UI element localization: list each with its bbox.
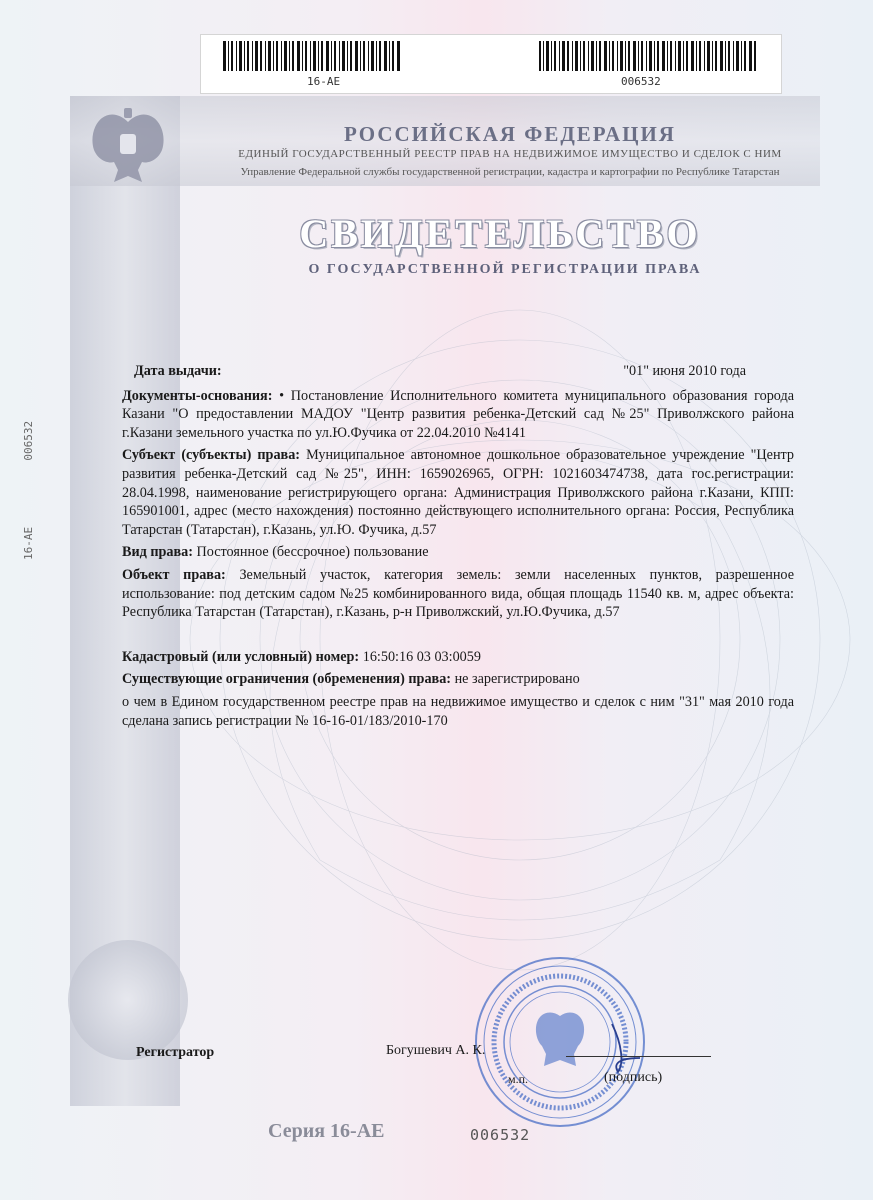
side-series: 16-АЕ <box>22 526 35 560</box>
barcode-right-icon <box>539 41 759 71</box>
record-text: о чем в Едином государственном реестре прав на недвижимое имущество и сделок с ним "31" мая 2010 года сделана запись регистрации № 16-16-01/183/2010-170 <box>122 693 794 729</box>
certificate-subtitle: О ГОСУДАРСТВЕННОЙ РЕГИСТРАЦИИ ПРАВА <box>308 262 702 277</box>
decorative-rosette <box>68 940 188 1060</box>
barcode-left-icon <box>223 41 403 71</box>
object-value: Земельный участок, категория земель: земли населенных пунктов, разрешенное использование: под детским садом №25 комбинированного вида, общая площадь 11540 кв. м, адрес объекта: Республика Татарстан (Татарстан), г.Казань, р-н Приволжский, ул.Ю.Фучика, д.57 <box>122 566 794 621</box>
right-type-value: Постоянное (бессрочное) пользование <box>196 544 429 561</box>
barcode-right-code: 006532 <box>621 75 661 88</box>
side-serial-code <box>22 421 35 560</box>
subject-row <box>122 446 794 539</box>
issue-date-value: "01" июня 2010 года <box>623 363 746 379</box>
header-registry: ЕДИНЫЙ ГОСУДАРСТВЕННЫЙ РЕЕСТР ПРАВ НА НЕДВИЖИМОЕ ИМУЩЕСТВО И СДЕЛОК С НИМ <box>238 148 782 160</box>
right-type-row <box>122 543 794 562</box>
restrictions-row <box>122 670 794 689</box>
cadastral-value: 16:50:16 03 03:0059 <box>362 648 481 665</box>
issue-date-label: Дата выдачи: <box>134 363 222 379</box>
mp-mark: м.п. <box>508 1072 529 1086</box>
right-type-label: Вид права: <box>122 544 193 561</box>
barcode-label <box>200 34 782 94</box>
header-agency: Управление Федеральной службы государственной регистрации, кадастра и картографии по Республике Татарстан <box>240 166 780 178</box>
certificate-body <box>122 362 794 734</box>
issue-date-row <box>122 362 794 381</box>
cadastral-row <box>122 648 794 667</box>
subject-label: Субъект (субъекты) права: <box>122 447 301 464</box>
subject-value: Муниципальное автономное дошкольное образовательное учреждение "Центр развития ребенка-Детский сад №25", ИНН: 1659026965, ОГРН: 1021603474738, дата гос.регистрации: 28.04.1998, наименование регистрирующего органа: Администрация Приволжского района г.Казани, КПП: 165901001, адрес (место нахождения) постоянно действующего исполнительного органа: Россия, Республика Татарстан (Татарстан), г.Казань, ул.Ю. Фучика, д.57 <box>122 447 795 538</box>
registrar-name: Богушевич А. К. <box>386 1043 486 1058</box>
documents-row <box>122 387 794 443</box>
side-number: 006532 <box>22 420 35 461</box>
object-label: Объект права: <box>122 566 226 583</box>
documents-value: • Постановление Исполнительного комитета муниципального образования города Казани "О предоставлении МАДОУ "Центр развития ребенка-Детский сад №25" Приволжского района г.Казани земельного участка по ул.Ю.Фучика от 22.04.2010 №4141 <box>122 387 794 441</box>
signature-line <box>566 1056 711 1057</box>
barcode-left-code: 16-АЕ <box>307 75 341 88</box>
footer-serial: 006532 <box>470 1126 531 1144</box>
spacer <box>122 626 794 648</box>
registrar-label: Регистратор <box>136 1045 215 1060</box>
certificate-title: СВИДЕТЕЛЬСТВО <box>299 211 701 256</box>
official-seal-stamp <box>472 954 648 1130</box>
signature-caption: (подпись) <box>604 1070 663 1085</box>
cadastral-label: Кадастровый (или условный) номер: <box>122 648 360 665</box>
restrictions-label: Существующие ограничения (обременения) права: <box>122 671 452 688</box>
footer-series: Серия 16-АЕ <box>268 1120 385 1142</box>
header-country: РОССИЙСКАЯ ФЕДЕРАЦИЯ <box>344 122 676 146</box>
double-headed-eagle-emblem-icon <box>80 104 176 188</box>
object-row <box>122 566 794 622</box>
restrictions-value: не зарегистрировано <box>454 671 580 688</box>
documents-label: Документы-основания: <box>122 387 273 404</box>
